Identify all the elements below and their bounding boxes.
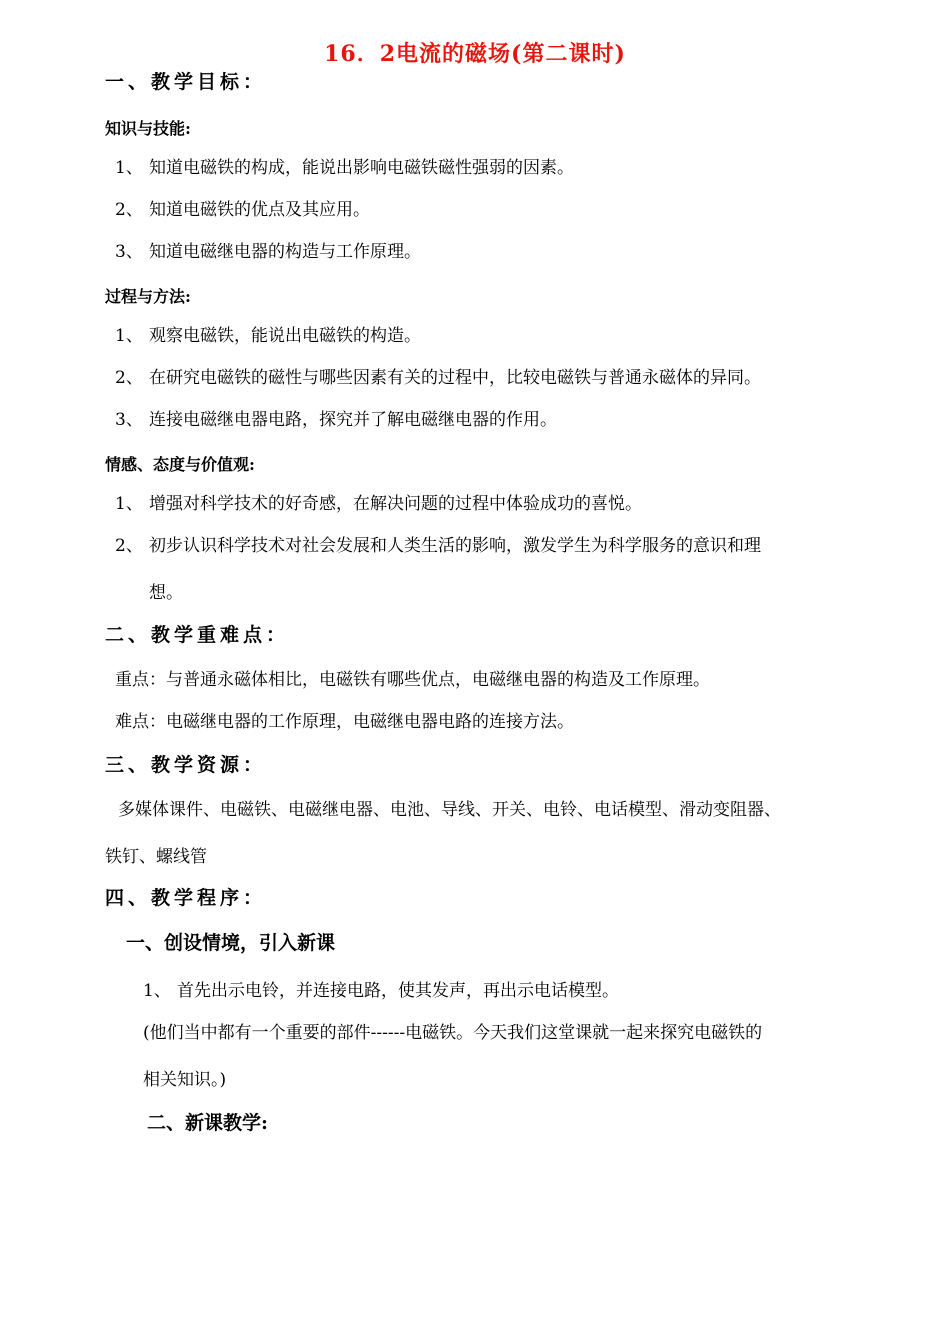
- section-heading-resources: 三、教学资源：: [105, 754, 267, 776]
- section-heading-procedure: 四、教学程序：: [105, 887, 267, 909]
- list-text: 连接电磁继电器电路，探究并了解电磁继电器的作用。: [149, 410, 557, 430]
- list-text: 在研究电磁铁的磁性与哪些因素有关的过程中，比较电磁铁与普通永磁体的异同。: [149, 368, 761, 388]
- list-item: [143, 980, 619, 1002]
- resources-text: 多媒体课件、电磁铁、电磁继电器、电池、导线、开关、电铃、电话模型、滑动变阻器、: [118, 800, 781, 820]
- procedure-part-heading: 二、新课教学:: [147, 1112, 269, 1134]
- list-item: [115, 241, 421, 263]
- list-number: 3、: [115, 410, 143, 430]
- document-title: 16．2电流的磁场(第二课时): [324, 41, 626, 67]
- list-item: [115, 409, 557, 431]
- list-item: [115, 535, 761, 557]
- procedure-note: (他们当中都有一个重要的部件------电磁铁。今天我们这堂课就一起来探究电磁铁的: [143, 1023, 763, 1043]
- list-number: 1、: [143, 981, 171, 1001]
- list-item: [115, 367, 761, 389]
- list-text: 观察电磁铁，能说出电磁铁的构造。: [149, 326, 421, 346]
- list-item: [115, 493, 642, 515]
- subheading-knowledge: 知识与技能:: [105, 119, 191, 138]
- resources-text-continuation: 铁钉、螺线管: [105, 847, 207, 867]
- list-number: 2、: [115, 200, 143, 220]
- list-item: [115, 199, 370, 221]
- procedure-part-heading: 一、创设情境，引入新课: [126, 932, 336, 954]
- list-number: 1、: [115, 326, 143, 346]
- subheading-emotion: 情感、态度与价值观:: [105, 455, 255, 474]
- list-text: 知道电磁铁的优点及其应用。: [149, 200, 370, 220]
- procedure-note-continuation: 相关知识。): [143, 1070, 227, 1090]
- list-number: 2、: [115, 536, 143, 556]
- difficult-point-text: 难点：电磁继电器的工作原理，电磁继电器电路的连接方法。: [115, 712, 574, 732]
- list-item: [115, 157, 574, 179]
- section-heading-key-points: 二、教学重难点：: [105, 624, 290, 646]
- list-text: 首先出示电铃，并连接电路，使其发声，再出示电话模型。: [177, 981, 619, 1001]
- subheading-process: 过程与方法:: [105, 287, 191, 306]
- key-point-text: 重点：与普通永磁体相比，电磁铁有哪些优点，电磁继电器的构造及工作原理。: [115, 670, 710, 690]
- list-text: 知道电磁继电器的构造与工作原理。: [149, 242, 421, 262]
- list-text: 知道电磁铁的构成，能说出影响电磁铁磁性强弱的因素。: [149, 158, 574, 178]
- list-text: 增强对科学技术的好奇感，在解决问题的过程中体验成功的喜悦。: [149, 494, 642, 514]
- section-heading-objectives: 一、教学目标：: [105, 71, 267, 93]
- list-item-continuation: 想。: [149, 583, 183, 603]
- list-item: [115, 325, 421, 347]
- list-number: 1、: [115, 494, 143, 514]
- list-number: 3、: [115, 242, 143, 262]
- list-number: 2、: [115, 368, 143, 388]
- list-text: 初步认识科学技术对社会发展和人类生活的影响，激发学生为科学服务的意识和理: [149, 536, 761, 556]
- list-number: 1、: [115, 158, 143, 178]
